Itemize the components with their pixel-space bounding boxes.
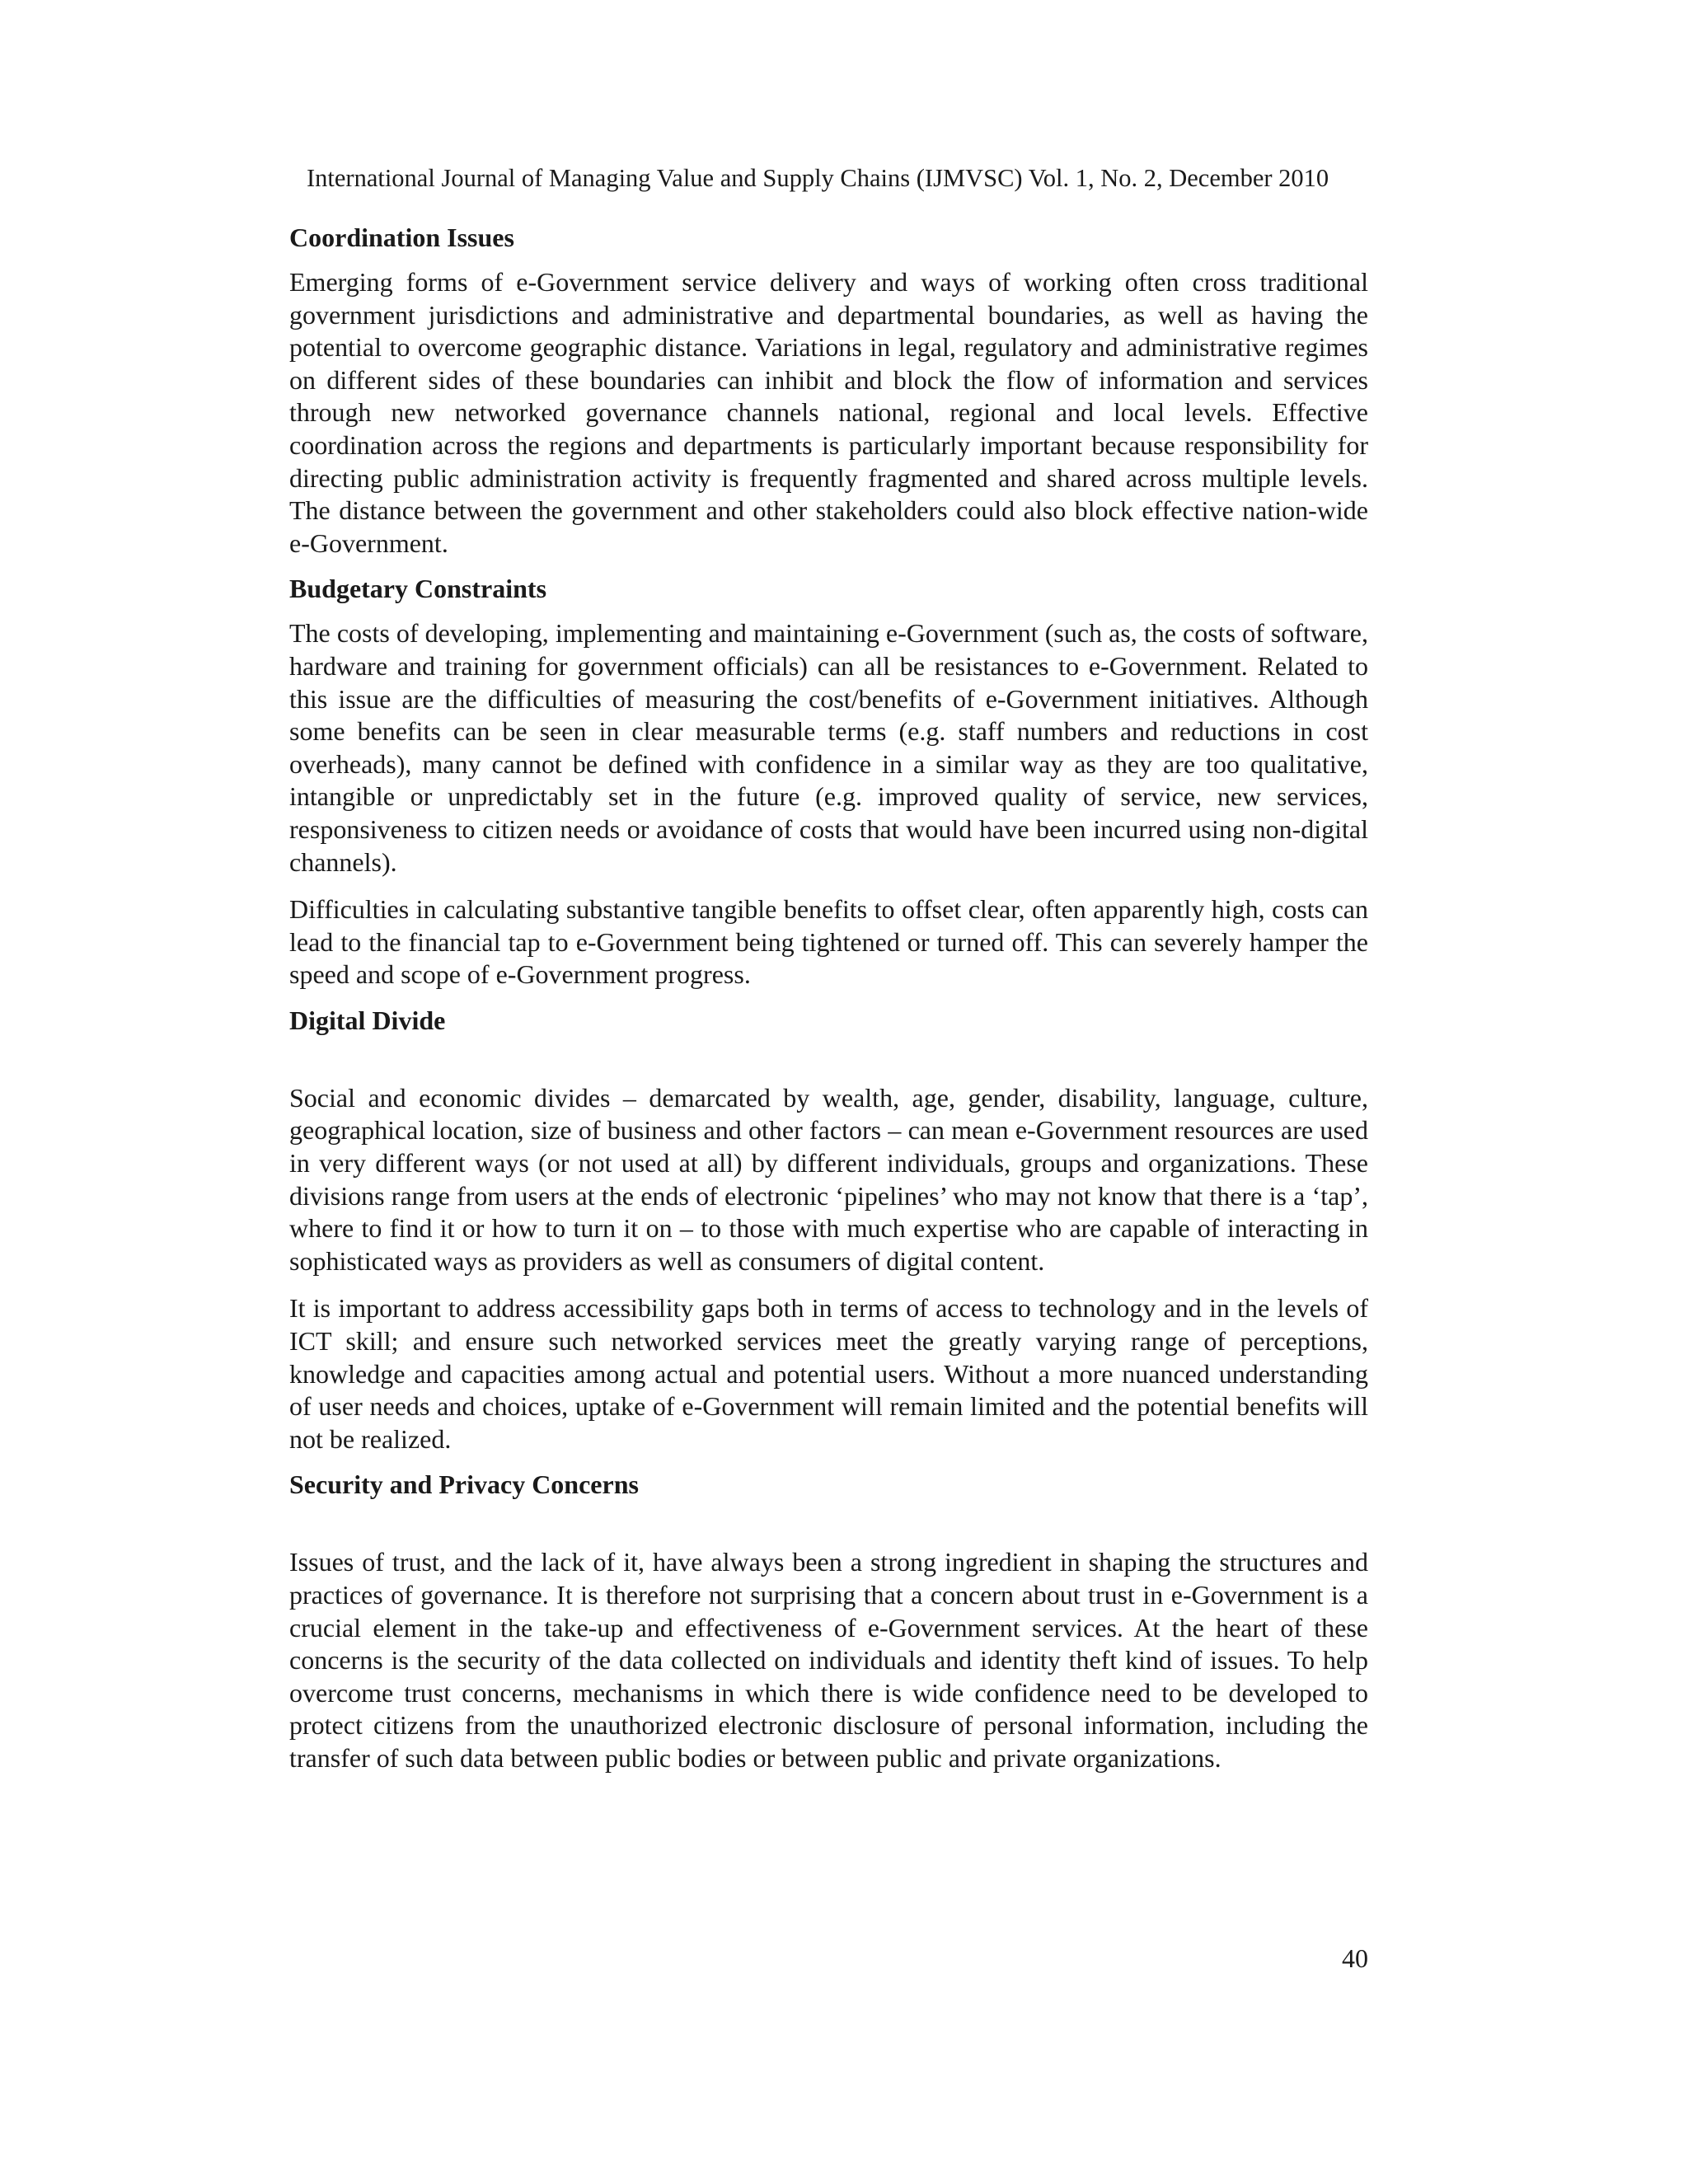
article-body: [289, 221, 1368, 1775]
section-coordination-issues: [289, 221, 1368, 560]
section-heading: Security and Privacy Concerns: [289, 1469, 639, 1500]
paragraph: Difficulties in calculating substantive tangible benefits to offset clear, often apparently high, costs can lead to the financial tap to e-Government being tightened or turned off. This can severely hamper the speed and scope of e-Government progress.: [289, 894, 1368, 990]
section-security-privacy: [289, 1468, 1368, 1774]
paragraph: It is important to address accessibility gaps both in terms of access to technology and in the levels of ICT skill; and ensure such networked services meet the greatly varying range of perceptions, knowledge and capacities among actual and potential users. Without a more nuanced understanding of user needs and choices, uptake of e-Government will remain limited and the potential benefits will not be realized.: [289, 1293, 1368, 1454]
section-heading: Budgetary Constraints: [289, 574, 547, 604]
running-header: International Journal of Managing Value and Supply Chains (IJMVSC) Vol. 1, No. 2, December 2010: [307, 164, 1329, 192]
paragraph: Social and economic divides – demarcated by wealth, age, gender, disability, language, culture, geographical location, size of business and other factors – can mean e-Government resources are used in very different ways (or not used at all) by different individuals, groups and organizations. These divisions range from users at the ends of electronic ‘pipelines’ who may not know that there is a ‘tap’, where to find it or how to turn it on – to those with much expertise who are capable of interacting in sophisticated ways as providers as well as consumers of digital content.: [289, 1082, 1368, 1276]
section-heading: Coordination Issues: [289, 223, 514, 252]
section-budgetary-constraints: [289, 572, 1368, 991]
section-digital-divide: [289, 1004, 1368, 1456]
paragraph: Emerging forms of e-Government service delivery and ways of working often cross traditional government jurisdictions and administrative and departmental boundaries, as well as having the potential to overcome geographic distance. Variations in legal, regulatory and administrative regimes on different sides of these boundaries can inhibit and block the flow of information and services through new networked governance channels national, regional and local levels. Effective coordination across the regions and departments is particularly important because responsibility for directing public administration activity is frequently fragmented and shared across multiple levels. The distance between the government and other stakeholders could also block effective nation-wide e-Government.: [289, 267, 1368, 558]
section-heading: Digital Divide: [289, 1005, 446, 1035]
paragraph: The costs of developing, implementing and maintaining e-Government (such as, the costs of software, hardware and training for government officials) can all be resistances to e-Government. Related to this issue are the difficulties of measuring the cost/benefits of e-Government initiatives. Although some benefits can be seen in clear measurable terms (e.g. staff numbers and reductions in cost overheads), many cannot be defined with confidence in a similar way as they are too qualitative, intangible or unpredictably set in the future (e.g. improved quality of service, new services, responsiveness to citizen needs or avoidance of costs that would have been incurred using non-digital channels).: [289, 618, 1368, 877]
page-number: 40: [1342, 1943, 1368, 1973]
paragraph: Issues of trust, and the lack of it, have always been a strong ingredient in shaping the structures and practices of governance. It is therefore not surprising that a concern about trust in e-Government is a crucial element in the take-up and effectiveness of e-Government services. At the heart of these concerns is the security of the data collected on individuals and identity theft kind of issues. To help overcome trust concerns, mechanisms in which there is wide confidence need to be developed to protect citizens from the unauthorized electronic disclosure of personal information, including the transfer of such data between public bodies or between public and private organizations.: [289, 1547, 1368, 1773]
